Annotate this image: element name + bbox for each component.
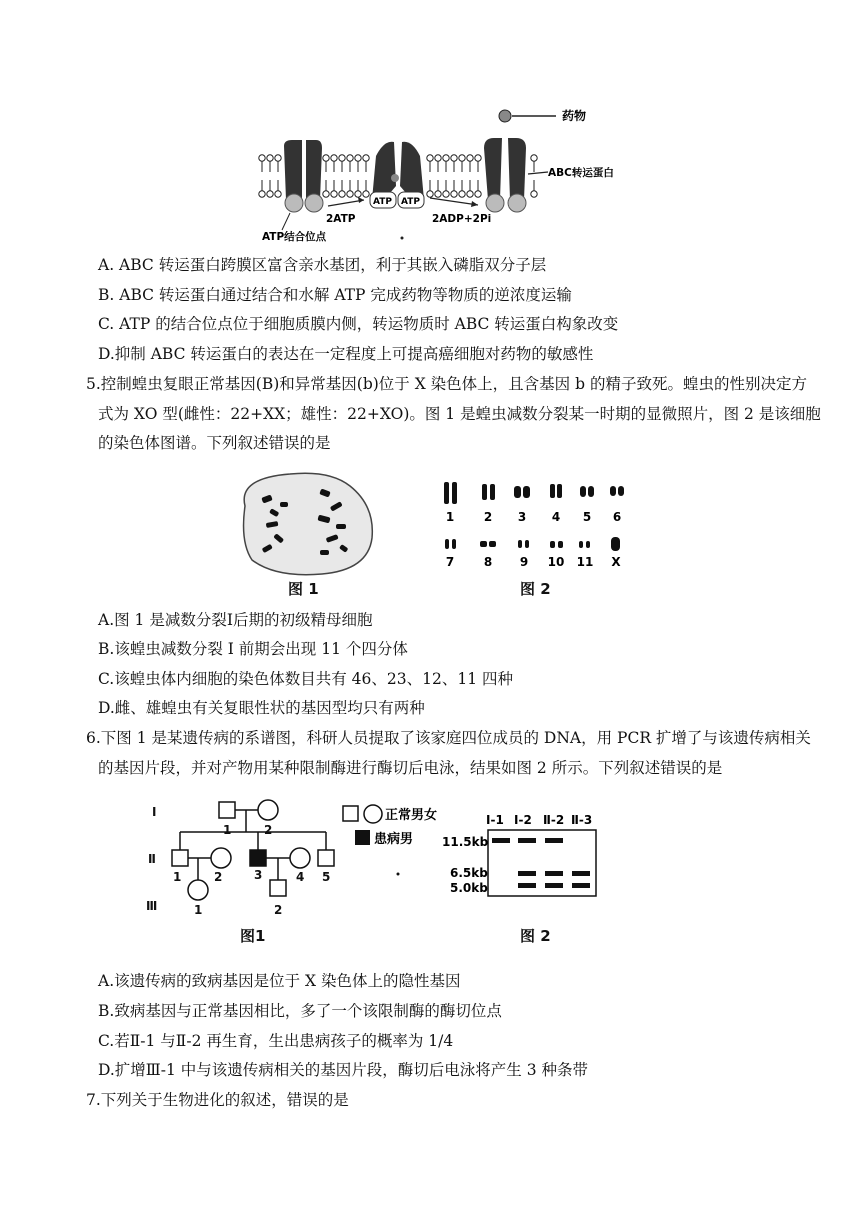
num-II1: 1 bbox=[173, 870, 182, 884]
transporter-3 bbox=[484, 138, 526, 212]
q5-option-b: B.该蝗虫减数分裂 I 前期会出现 11 个四分体 bbox=[98, 640, 408, 658]
phospholipid-head bbox=[531, 155, 537, 161]
pedigree-legend bbox=[343, 805, 437, 847]
q6-stem-line1: 6.下图 1 是某遗传病的系谱图，科研人员提取了该家庭四位成员的 DNA，用 PCR 扩增了与该遗传病相关 bbox=[86, 729, 811, 747]
phospholipid-head bbox=[355, 191, 361, 197]
chrom-label-11: 11 bbox=[576, 555, 594, 569]
q6-fig1-caption: 图1 bbox=[240, 927, 266, 945]
abc-transporter-figure bbox=[0, 0, 867, 250]
phospholipid-head bbox=[267, 191, 273, 197]
phospholipid-head bbox=[323, 155, 329, 161]
q5-stem-line3: 的染色体图谱。下列叙述错误的是 bbox=[98, 434, 331, 452]
pedigree-II5 bbox=[318, 850, 334, 866]
gel-band-label: 6.5kb bbox=[450, 866, 488, 880]
q6-stem-line2: 的基因片段，并对产物用某种限制酶进行酶切后电泳，结果如图 2 所示。下列叙述错误的是 bbox=[98, 759, 723, 777]
chrom-label-5: 5 bbox=[582, 510, 592, 524]
phospholipid-head bbox=[259, 191, 265, 197]
pedigree-I2 bbox=[258, 800, 278, 820]
pedigree-I1 bbox=[219, 802, 235, 818]
q6-figures bbox=[0, 788, 867, 948]
q5-stem-line2: 式为 XO 型(雌性：22+XX；雄性：22+XO)。图 1 是蝗虫减数分裂某一时期的显微照片，图 2 是该细胞 bbox=[98, 405, 821, 423]
gen-I: Ⅰ bbox=[152, 805, 157, 819]
num-III1: 1 bbox=[194, 903, 203, 917]
gel-lane-label: Ⅰ-1 bbox=[486, 813, 504, 827]
cell-micrograph bbox=[244, 473, 373, 575]
chrom-label-4: 4 bbox=[551, 510, 561, 524]
q4-option-a: A. ABC 转运蛋白跨膜区富含亲水基团，利于其嵌入磷脂双分子层 bbox=[98, 256, 547, 274]
label-atp-right: ATP bbox=[401, 197, 421, 207]
label-2atp: 2ATP bbox=[326, 213, 356, 225]
phospholipid-head bbox=[267, 155, 273, 161]
num-I1: 1 bbox=[223, 823, 232, 837]
phospholipid-head bbox=[531, 191, 537, 197]
chrom-label-10: 10 bbox=[547, 555, 565, 569]
phospholipid-head bbox=[355, 155, 361, 161]
phospholipid-head bbox=[323, 191, 329, 197]
phospholipid-head bbox=[339, 191, 345, 197]
phospholipid-head bbox=[331, 155, 337, 161]
chrom-label-3: 3 bbox=[517, 510, 527, 524]
electrophoresis-gel bbox=[442, 813, 596, 896]
pedigree-III1 bbox=[188, 880, 208, 900]
chromosome-labels-row1 bbox=[446, 510, 621, 524]
phospholipid-head bbox=[475, 191, 481, 197]
phospholipid-head bbox=[363, 155, 369, 161]
chrom-label-2: 2 bbox=[483, 510, 493, 524]
q5-option-a: A.图 1 是减数分裂Ⅰ后期的初级精母细胞 bbox=[98, 611, 373, 629]
label-atp-site: ATP结合位点 bbox=[262, 231, 327, 243]
phospholipid-head bbox=[451, 155, 457, 161]
chrom-label-9: 9 bbox=[519, 555, 529, 569]
phospholipid-head bbox=[427, 191, 433, 197]
pedigree-II2 bbox=[211, 848, 231, 868]
chromosome-labels-row2 bbox=[446, 555, 622, 569]
drug-molecule bbox=[499, 110, 511, 122]
chrom-label-X: X bbox=[611, 555, 621, 569]
q6-fig2-caption: 图 2 bbox=[520, 927, 551, 945]
num-II5: 5 bbox=[322, 870, 331, 884]
q4-option-d: D.抑制 ABC 转运蛋白的表达在一定程度上可提高癌细胞对药物的敏感性 bbox=[98, 345, 594, 363]
phospholipid-head bbox=[467, 155, 473, 161]
q4-option-c: C. ATP 的结合位点位于细胞质膜内侧，转运物质时 ABC 转运蛋白构象改变 bbox=[98, 315, 619, 333]
phospholipid-head bbox=[467, 191, 473, 197]
phospholipid-head bbox=[427, 155, 433, 161]
chrom-label-1: 1 bbox=[445, 510, 455, 524]
karyotype bbox=[444, 482, 624, 551]
q5-option-c: C.该蝗虫体内细胞的染色体数目共有 46、23、12、11 四种 bbox=[98, 670, 513, 688]
label-atp-left: ATP bbox=[373, 197, 393, 207]
gel-band-label: 11.5kb bbox=[442, 835, 489, 849]
phospholipid-head bbox=[459, 155, 465, 161]
num-III2: 2 bbox=[274, 903, 283, 917]
q6-option-a: A.该遗传病的致病基因是位于 X 染色体上的隐性基因 bbox=[98, 972, 461, 990]
num-II2: 2 bbox=[214, 870, 223, 884]
legend-normal: 正常男女 bbox=[385, 808, 438, 823]
chrom-label-6: 6 bbox=[612, 510, 622, 524]
phospholipid-head bbox=[451, 191, 457, 197]
pedigree-II4 bbox=[290, 848, 310, 868]
gen-III: Ⅲ bbox=[146, 899, 158, 913]
phospholipid-head bbox=[275, 155, 281, 161]
gel-lane-label: Ⅰ-2 bbox=[514, 813, 532, 827]
label-2adp: 2ADP+2Pi bbox=[432, 213, 492, 225]
phospholipid-head bbox=[259, 155, 265, 161]
phospholipid-head bbox=[435, 155, 441, 161]
pedigree-II3-affected bbox=[250, 850, 266, 866]
num-I2: 2 bbox=[264, 823, 273, 837]
q6-option-c: C.若Ⅱ-1 与Ⅱ-2 再生育，生出患病孩子的概率为 1/4 bbox=[98, 1032, 454, 1050]
pedigree-II1 bbox=[172, 850, 188, 866]
phospholipid-head bbox=[347, 155, 353, 161]
transporter-1 bbox=[284, 140, 323, 212]
phospholipid-head bbox=[339, 155, 345, 161]
phospholipid-head bbox=[443, 155, 449, 161]
label-abc-transporter: ABC转运蛋白 bbox=[548, 167, 614, 179]
chrom-label-8: 8 bbox=[483, 555, 493, 569]
q4-option-b: B. ABC 转运蛋白通过结合和水解 ATP 完成药物等物质的逆浓度运输 bbox=[98, 286, 572, 304]
label-drug: 药物 bbox=[562, 109, 587, 123]
phospholipid-head bbox=[331, 191, 337, 197]
pedigree-III2 bbox=[270, 880, 286, 896]
phospholipid-head bbox=[435, 191, 441, 197]
chrom-label-7: 7 bbox=[445, 555, 455, 569]
phospholipid-head bbox=[275, 191, 281, 197]
gel-lane-label: Ⅱ-2 bbox=[543, 813, 565, 827]
q5-option-d: D.雌、雄蝗虫有关复眼性状的基因型均只有两种 bbox=[98, 699, 425, 717]
q5-fig2-caption: 图 2 bbox=[520, 580, 551, 598]
phospholipid-head bbox=[459, 191, 465, 197]
q6-option-b: B.致病基因与正常基因相比，多了一个该限制酶的酶切位点 bbox=[98, 1002, 502, 1020]
q6-option-d: D.扩增Ⅲ-1 中与该遗传病相关的基因片段，酶切后电泳将产生 3 种条带 bbox=[98, 1061, 588, 1079]
gel-band-label: 5.0kb bbox=[450, 881, 488, 895]
gel-lane-label: Ⅱ-3 bbox=[571, 813, 593, 827]
gen-II: Ⅱ bbox=[148, 852, 156, 866]
q5-fig1-caption: 图 1 bbox=[288, 580, 319, 598]
phospholipid-head bbox=[443, 191, 449, 197]
pedigree bbox=[172, 800, 334, 900]
phospholipid-head bbox=[347, 191, 353, 197]
phospholipid-head bbox=[475, 155, 481, 161]
legend-affected: 患病男 bbox=[374, 832, 414, 847]
q5-stem-line1: 5.控制蝗虫复眼正常基因(B)和异常基因(b)位于 X 染色体上，且含基因 b 的精子致死。蝗虫的性别决定方 bbox=[86, 375, 807, 393]
q5-figures bbox=[0, 466, 867, 586]
num-II4: 4 bbox=[296, 870, 305, 884]
num-II3: 3 bbox=[254, 868, 263, 882]
phospholipid-head bbox=[363, 191, 369, 197]
q7-stem: 7.下列关于生物进化的叙述，错误的是 bbox=[86, 1091, 349, 1109]
